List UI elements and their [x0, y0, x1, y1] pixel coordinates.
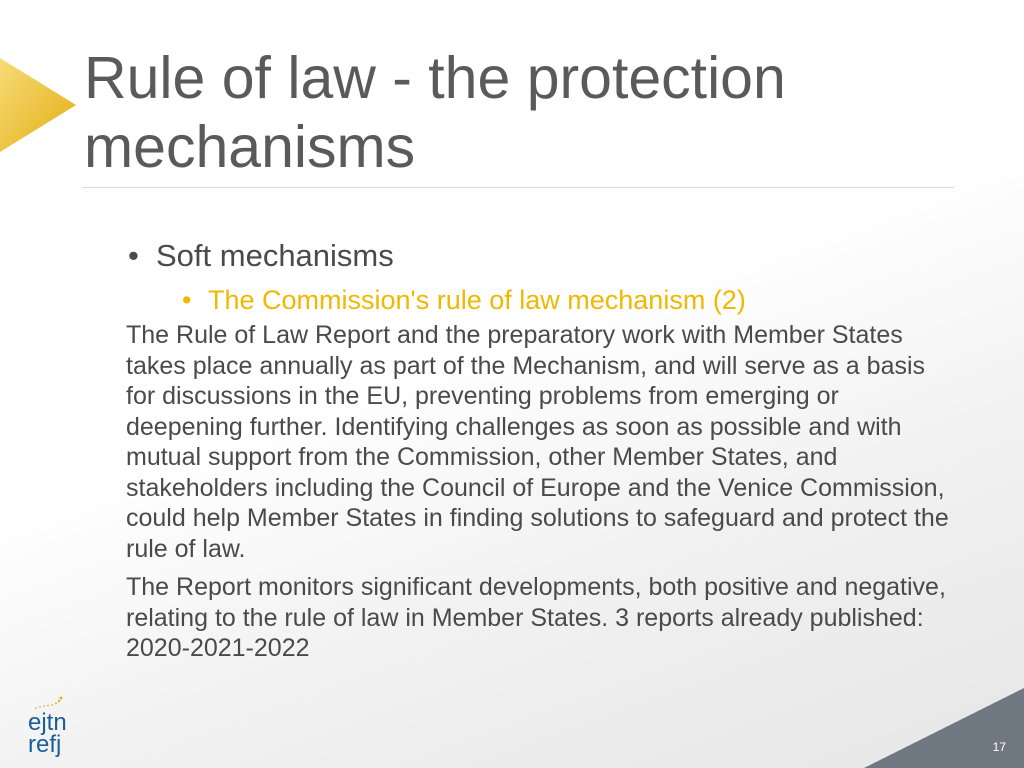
- bullet-soft-mechanisms: [128, 232, 956, 280]
- logo-line-2: refj: [28, 731, 62, 758]
- body-paragraph-1: The Rule of Law Report and the preparatory work with Member States takes place annually as part of the Mechanism, and will serve as a basis for discussions in the EU, preventing problems from emerging or deepening further. Identifying challenges as soon as possible and with mutual support from the Commission, other Member States, and stakeholders including the Council of Europe and the Venice Commission, could help Member States in finding solutions to safeguard and protect the rule of law.: [126, 321, 949, 563]
- yellow-triangle-decoration: [0, 0, 80, 160]
- bullet-commission-mechanism: [182, 280, 956, 320]
- slide-title: Rule of law - the protection mechanisms: [84, 45, 786, 180]
- body-paragraph-2: The Report monitors significant developments, both positive and negative, relating to the rule of law in Member States. 3 reports already published: 2020-2021-2022: [126, 573, 946, 662]
- slide-content: [126, 232, 956, 664]
- bullet-level2-text: The Commission's rule of law mechanism (2): [208, 285, 746, 315]
- bullet-dot: •: [128, 238, 139, 273]
- title-divider: [82, 187, 954, 188]
- logo-line-1: ejtn: [28, 709, 67, 736]
- corner-gray-decoration: [864, 688, 1024, 768]
- ejtn-logo: [22, 694, 82, 760]
- page-number: 17: [992, 740, 1006, 754]
- bullet-level1-text: Soft mechanisms: [156, 238, 394, 273]
- bullet-dot: •: [182, 285, 192, 315]
